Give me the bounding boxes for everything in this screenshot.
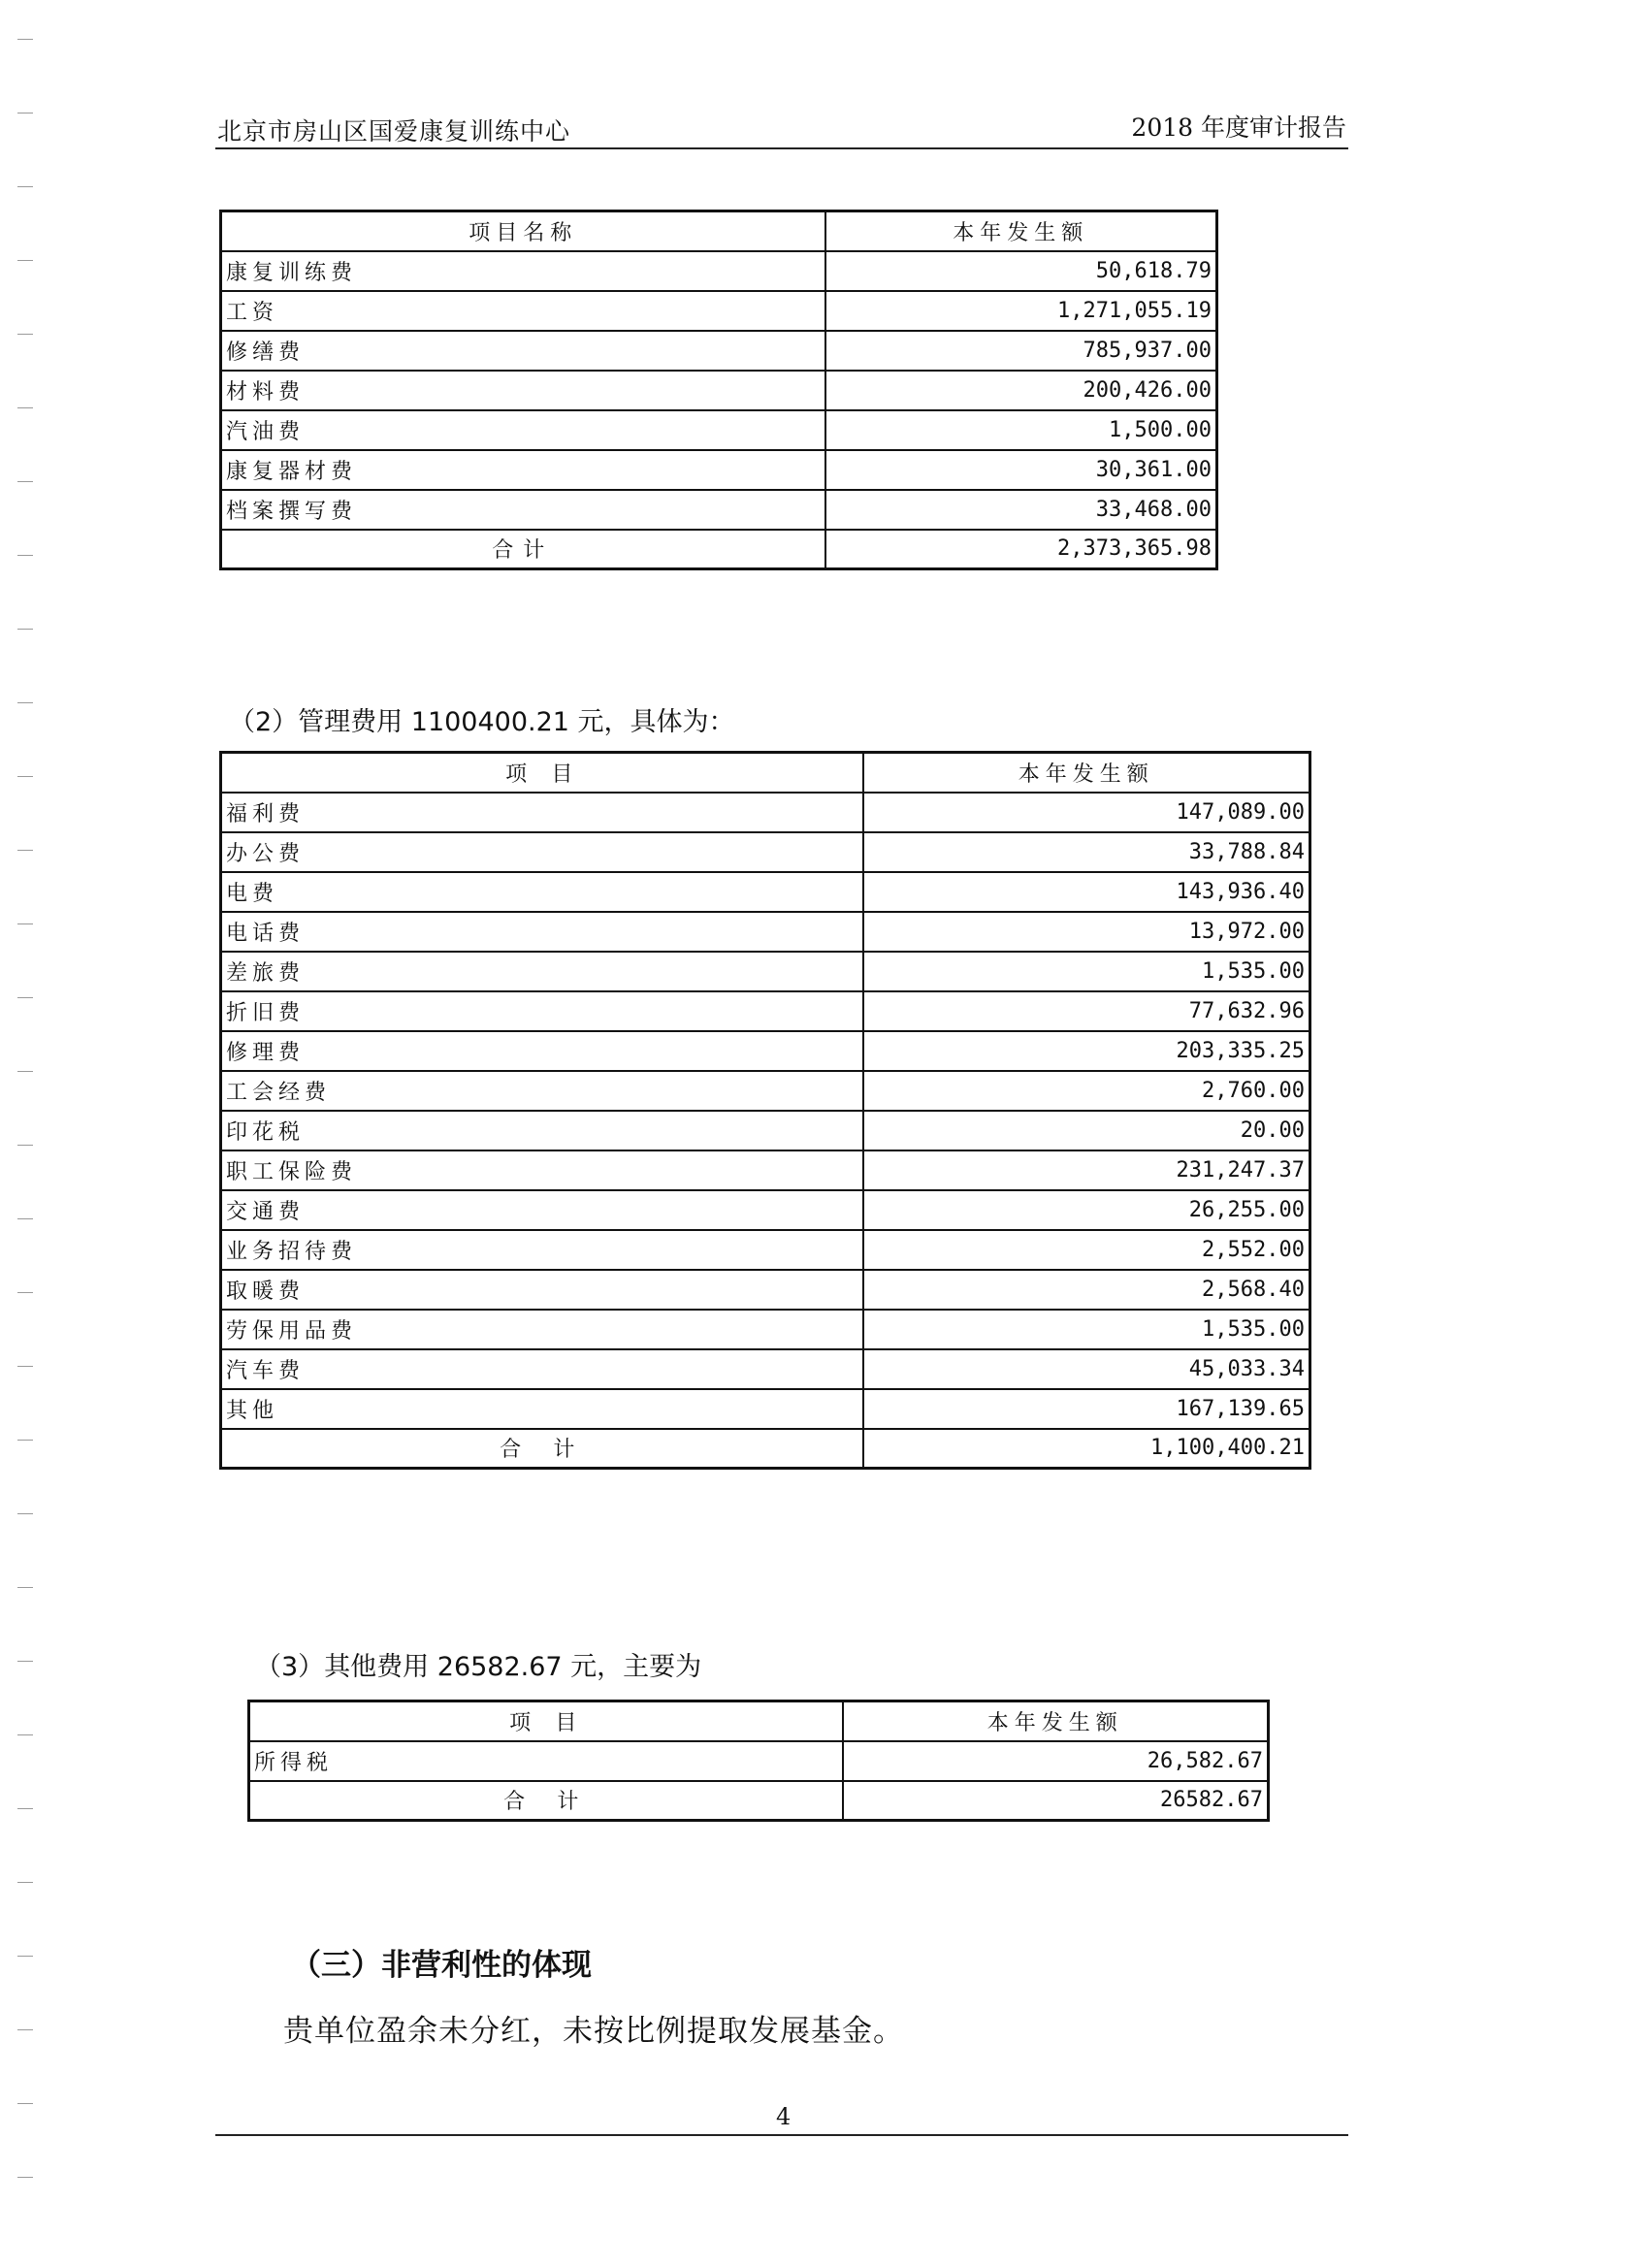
row-item-name: 福利费 [221, 793, 863, 832]
binding-tick [17, 776, 33, 777]
binding-tick [17, 1218, 33, 1219]
row-item-name: 修缮费 [221, 331, 825, 371]
binding-tick [17, 2103, 33, 2104]
table-header-row [221, 753, 1310, 793]
table-body [249, 1741, 1269, 1781]
total-amount: 1,100,400.21 [863, 1429, 1310, 1469]
binding-tick [17, 1808, 33, 1809]
binding-tick [17, 39, 33, 40]
table-row [249, 1741, 1269, 1781]
row-amount: 2,568.40 [863, 1270, 1310, 1310]
table-row [221, 251, 1217, 291]
row-item-name: 劳保用品费 [221, 1310, 863, 1349]
section-paragraph: 贵单位盈余未分红，未按比例提取发展基金。 [283, 2014, 904, 2049]
binding-tick [17, 1292, 33, 1293]
other-expense-caption: （3）其他费用 26582.67 元，主要为 [255, 1652, 702, 1682]
row-amount: 231,247.37 [863, 1150, 1310, 1190]
total-row [221, 530, 1217, 569]
binding-tick [17, 1734, 33, 1735]
column-header-item: 项 目 [221, 753, 863, 793]
row-item-name: 汽车费 [221, 1349, 863, 1389]
table-row [221, 872, 1310, 912]
table-row [221, 793, 1310, 832]
row-amount: 167,139.65 [863, 1389, 1310, 1429]
business-expense-table [219, 210, 1218, 570]
table-row [221, 490, 1217, 530]
row-item-name: 电话费 [221, 912, 863, 952]
page-number: 4 [776, 2103, 792, 2130]
row-item-name: 材料费 [221, 371, 825, 410]
binding-tick [17, 1956, 33, 1957]
row-amount: 2,552.00 [863, 1230, 1310, 1270]
table-row [221, 1190, 1310, 1230]
row-item-name: 档案撰写费 [221, 490, 825, 530]
header-org-name: 北京市房山区国爱康复训练中心 [217, 117, 571, 146]
row-amount: 785,937.00 [825, 331, 1217, 371]
column-header-item: 项 目 [249, 1701, 843, 1741]
row-amount: 26,582.67 [843, 1741, 1269, 1781]
row-amount: 20.00 [863, 1111, 1310, 1150]
table-row [221, 1150, 1310, 1190]
row-item-name: 汽油费 [221, 410, 825, 450]
row-amount: 26,255.00 [863, 1190, 1310, 1230]
binding-tick [17, 702, 33, 703]
table-row [221, 1230, 1310, 1270]
row-item-name: 取暖费 [221, 1270, 863, 1310]
table-row [221, 952, 1310, 991]
binding-tick [17, 555, 33, 556]
row-item-name: 所得税 [249, 1741, 843, 1781]
row-amount: 2,760.00 [863, 1071, 1310, 1111]
binding-tick [17, 850, 33, 851]
table-body [221, 251, 1217, 530]
row-item-name: 电费 [221, 872, 863, 912]
page-header [215, 109, 1348, 149]
binding-tick [17, 407, 33, 408]
table-row [221, 291, 1217, 331]
row-item-name: 修理费 [221, 1031, 863, 1071]
row-item-name: 工会经费 [221, 1071, 863, 1111]
total-row [249, 1781, 1269, 1821]
table-body [221, 793, 1310, 1429]
binding-tick [17, 260, 33, 261]
row-amount: 1,535.00 [863, 1310, 1310, 1349]
total-label: 合 计 [249, 1781, 843, 1821]
management-expense-table [219, 751, 1311, 1470]
table-row [221, 1349, 1310, 1389]
row-amount: 45,033.34 [863, 1349, 1310, 1389]
header-report-title: 2018 年度审计报告 [1131, 113, 1346, 142]
column-header-amount: 本年发生额 [843, 1701, 1269, 1741]
binding-marks [17, 0, 37, 2268]
row-item-name: 职工保险费 [221, 1150, 863, 1190]
table-row [221, 450, 1217, 490]
binding-tick [17, 629, 33, 630]
binding-tick [17, 2029, 33, 2030]
row-amount: 203,335.25 [863, 1031, 1310, 1071]
binding-tick [17, 481, 33, 482]
section-heading: （三）非营利性的体现 [291, 1948, 592, 1983]
total-amount: 26582.67 [843, 1781, 1269, 1821]
column-header-item: 项目名称 [221, 211, 825, 251]
table-row [221, 1389, 1310, 1429]
column-header-amount: 本年发生额 [863, 753, 1310, 793]
table-row [221, 1111, 1310, 1150]
binding-tick [17, 923, 33, 924]
row-item-name: 康复训练费 [221, 251, 825, 291]
row-amount: 1,535.00 [863, 952, 1310, 991]
row-amount: 1,271,055.19 [825, 291, 1217, 331]
row-amount: 33,468.00 [825, 490, 1217, 530]
footer-rule [215, 2134, 1348, 2136]
binding-tick [17, 1513, 33, 1514]
table-row [221, 1071, 1310, 1111]
table-row [221, 331, 1217, 371]
table-row [221, 991, 1310, 1031]
table-row [221, 1270, 1310, 1310]
table-row [221, 1310, 1310, 1349]
total-row [221, 1429, 1310, 1469]
binding-tick [17, 997, 33, 998]
table-row [221, 371, 1217, 410]
other-expense-table [247, 1700, 1270, 1822]
total-label: 合 计 [221, 1429, 863, 1469]
row-item-name: 折旧费 [221, 991, 863, 1031]
row-item-name: 差旅费 [221, 952, 863, 991]
binding-tick [17, 1366, 33, 1367]
row-amount: 147,089.00 [863, 793, 1310, 832]
total-label: 合计 [221, 530, 825, 569]
binding-tick [17, 1145, 33, 1146]
table-row [221, 912, 1310, 952]
row-amount: 77,632.96 [863, 991, 1310, 1031]
column-header-amount: 本年发生额 [825, 211, 1217, 251]
row-amount: 30,361.00 [825, 450, 1217, 490]
row-amount: 50,618.79 [825, 251, 1217, 291]
binding-tick [17, 334, 33, 335]
row-item-name: 工资 [221, 291, 825, 331]
table-row [221, 832, 1310, 872]
row-item-name: 康复器材费 [221, 450, 825, 490]
row-amount: 200,426.00 [825, 371, 1217, 410]
row-amount: 33,788.84 [863, 832, 1310, 872]
table-header-row [249, 1701, 1269, 1741]
row-item-name: 交通费 [221, 1190, 863, 1230]
row-amount: 13,972.00 [863, 912, 1310, 952]
table-row [221, 410, 1217, 450]
binding-tick [17, 1661, 33, 1662]
row-item-name: 其他 [221, 1389, 863, 1429]
binding-tick [17, 2177, 33, 2178]
row-item-name: 业务招待费 [221, 1230, 863, 1270]
binding-tick [17, 186, 33, 187]
binding-tick [17, 1071, 33, 1072]
management-expense-caption: （2）管理费用 1100400.21 元，具体为： [229, 707, 735, 737]
table-row [221, 1031, 1310, 1071]
total-amount: 2,373,365.98 [825, 530, 1217, 569]
binding-tick [17, 1587, 33, 1588]
binding-tick [17, 1440, 33, 1441]
row-item-name: 印花税 [221, 1111, 863, 1150]
row-amount: 143,936.40 [863, 872, 1310, 912]
row-item-name: 办公费 [221, 832, 863, 872]
row-amount: 1,500.00 [825, 410, 1217, 450]
table-header-row [221, 211, 1217, 251]
binding-tick [17, 1882, 33, 1883]
